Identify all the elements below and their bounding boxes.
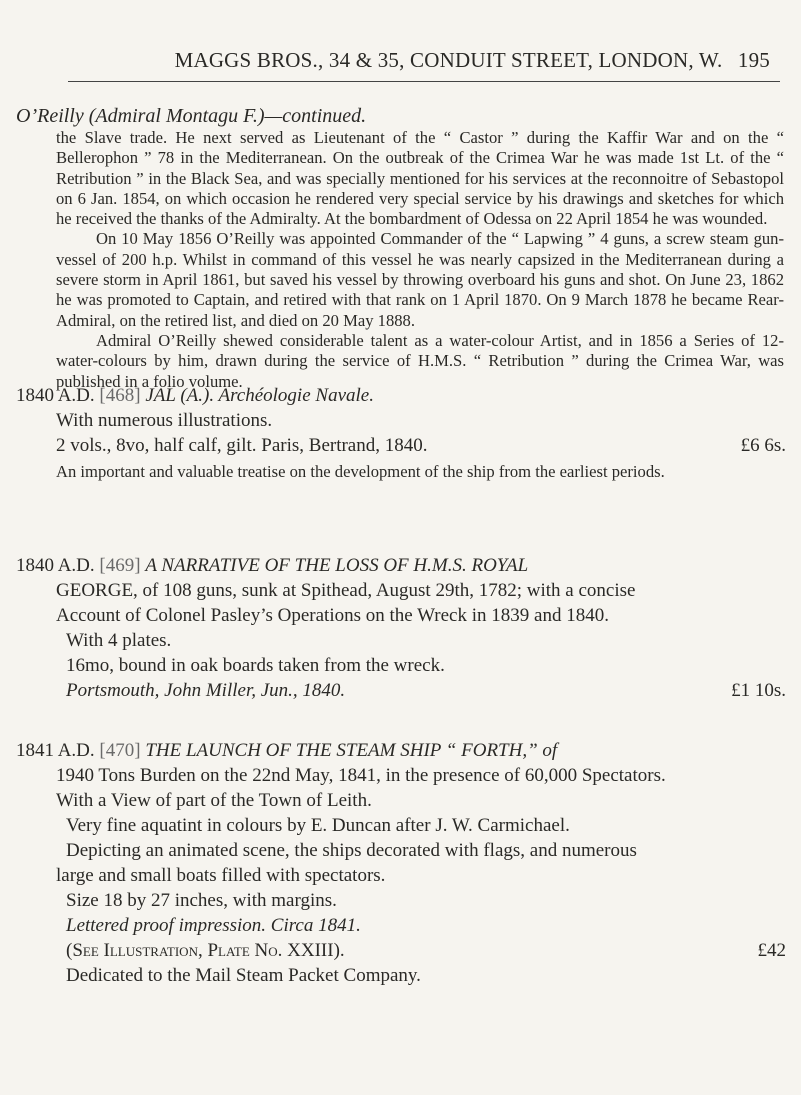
- entry-imprint: Portsmouth, John Miller, Jun., 1840.: [66, 680, 346, 701]
- entry-line: Account of Colonel Pasley’s Operations on the Wreck in 1839 and 1840.: [56, 605, 609, 626]
- entry-imprint: 2 vols., 8vo, half calf, gilt. Paris, Bertrand, 1840.: [56, 435, 428, 456]
- entry-number: [468]: [99, 385, 141, 406]
- entry-title: JAL (A.). Archéologie Navale.: [145, 385, 374, 406]
- entry-year: 1841 A.D.: [16, 740, 95, 761]
- entry-number: [469]: [99, 555, 141, 576]
- biography-paragraph: Admiral O’Reilly shewed considerable talent as a water-colour Artist, and in 1856 a Series of 12-water-colours by him, drawn during the service of H.M.S. “ Retribution ” during the Crimea War, was published in a folio volume.: [56, 330, 784, 391]
- entry-note: An important and valuable treatise on the development of the ship from the earliest periods.: [56, 462, 665, 481]
- entry-imprint-row: [16, 938, 786, 963]
- entry-price: £1 10s.: [731, 680, 786, 701]
- section-title: O’Reilly (Admiral Montagu F.)—continued.: [16, 105, 367, 127]
- header-rule: [68, 81, 780, 82]
- running-header: [110, 48, 770, 73]
- entry-line: 16mo, bound in oak boards taken from the wreck.: [66, 655, 445, 676]
- biography-paragraph: On 10 May 1856 O’Reilly was appointed Commander of the “ Lapwing ” 4 guns, a screw steam gun-vessel of 200 h.p. Whilst in command of this vessel he was nearly capsized in the Mediterranean during a severe storm in April 1861, but saved his vessel by throwing overboard his guns and shot. On June 23, 1862 he was promoted to Captain, and retired with that rank on 1 April 1870. On 9 March 1878 he became Rear-Admiral, on the retired list, and died on 20 May 1888.: [56, 229, 784, 330]
- entry-line: 1940 Tons Burden on the 22nd May, 1841, in the presence of 60,000 Spectators.: [56, 765, 666, 786]
- catalogue-entry-468: [16, 383, 786, 482]
- entry-imprint-row: [16, 678, 786, 703]
- entry-price: £42: [757, 940, 786, 961]
- entry-number: [470]: [99, 740, 141, 761]
- catalogue-entry-469: [16, 553, 786, 703]
- entry-line: With a View of part of the Town of Leith.: [56, 790, 372, 811]
- entry-price: £6 6s.: [740, 435, 786, 456]
- entry-title: A NARRATIVE OF THE LOSS OF H.M.S. ROYAL: [145, 555, 529, 576]
- page-number: 195: [737, 48, 770, 72]
- entry-imprint-row: [16, 433, 786, 458]
- entry-line: GEORGE, of 108 guns, sunk at Spithead, August 29th, 1782; with a concise: [56, 580, 636, 601]
- entry-footer: Dedicated to the Mail Steam Packet Company.: [66, 965, 421, 986]
- entry-year: 1840 A.D.: [16, 385, 95, 406]
- entry-line: Very fine aquatint in colours by E. Duncan after J. W. Carmichael.: [66, 815, 570, 836]
- biography-text: [56, 128, 784, 392]
- entry-line: With 4 plates.: [66, 630, 172, 651]
- entry-line: Lettered proof impression. Circa 1841.: [66, 915, 361, 936]
- biography-paragraph: the Slave trade. He next served as Lieutenant of the “ Castor ” during the Kaffir War and on the “ Bellerophon ” 78 in the Mediterranean. On the outbreak of the Crimea War he was made 1st Lt. of the “ Retribution ” in the Black Sea, and was specially mentioned for his services at the reconnoitre of Sebastopol on 6 Jan. 1854, on which occasion he rendered very special service by his drawings and sketches for which he received the thanks of the Admiralty. At the bombardment of Odessa on 22 April 1854 he was wounded.: [56, 128, 784, 229]
- entry-title: THE LAUNCH OF THE STEAM SHIP “ FORTH,” of: [145, 740, 558, 761]
- entry-line: Size 18 by 27 inches, with margins.: [66, 890, 337, 911]
- publisher-header: MAGGS BROS., 34 & 35, CONDUIT STREET, LONDON, W.: [174, 48, 723, 72]
- entry-line: Depicting an animated scene, the ships decorated with flags, and numerous: [66, 840, 637, 861]
- entry-imprint: (See Illustration, Plate No. XXIII).: [66, 940, 345, 961]
- entry-line: With numerous illustrations.: [56, 410, 273, 431]
- entry-year: 1840 A.D.: [16, 555, 95, 576]
- entry-line: large and small boats filled with spectators.: [56, 865, 386, 886]
- catalogue-entry-470: [16, 738, 786, 988]
